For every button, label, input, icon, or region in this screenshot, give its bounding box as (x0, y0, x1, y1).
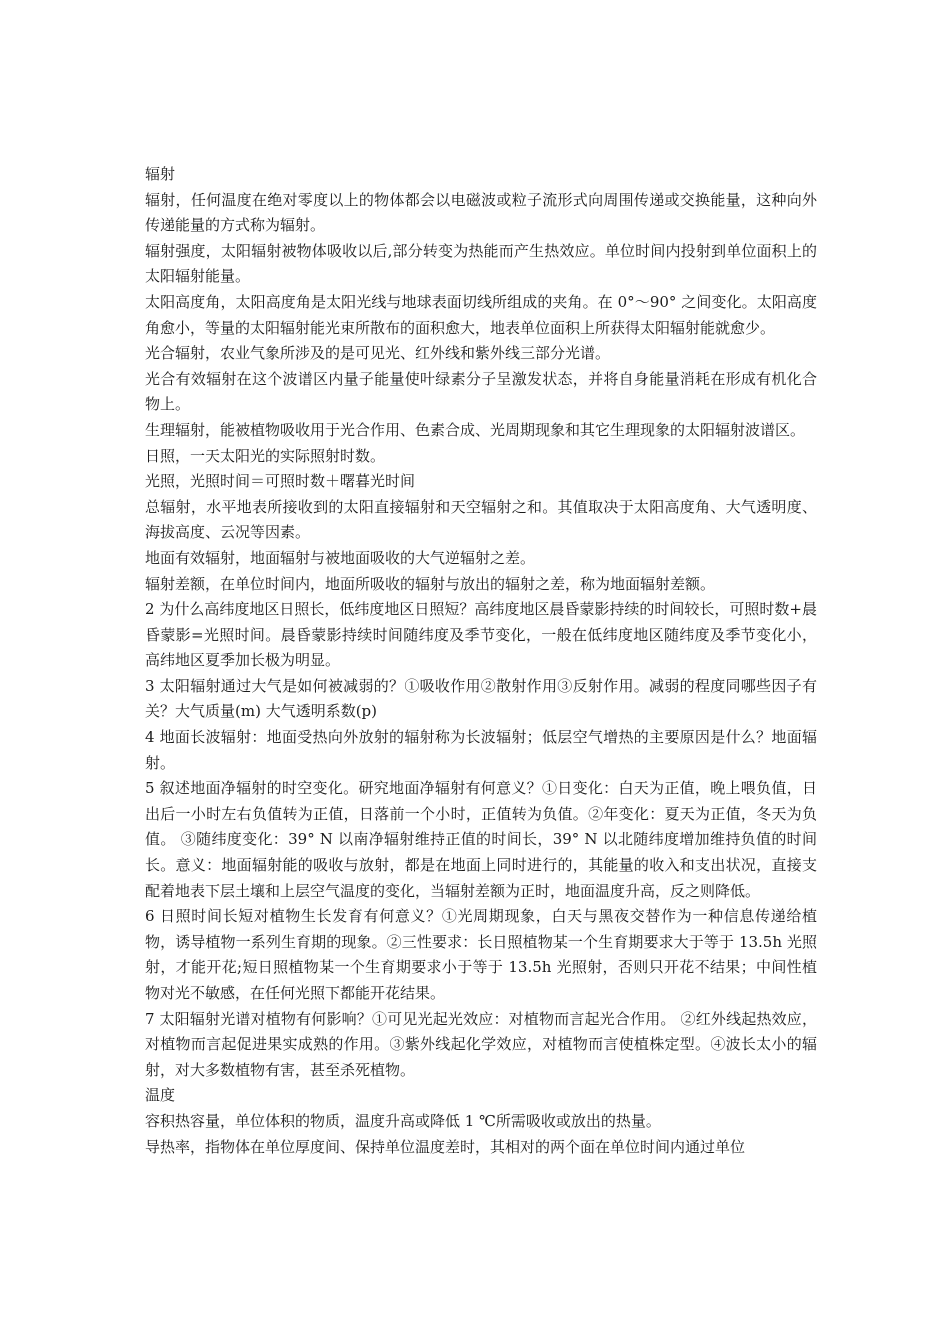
paragraph-par: 光合有效辐射在这个波谱区内量子能量使叶绿素分子呈激发状态，并将自身能量消耗在形成有机化合物上。 (145, 369, 817, 414)
document-page (145, 162, 817, 1160)
paragraph-radiation-intensity: 辐射强度，太阳辐射被物体吸收以后,部分转变为热能而产生热效应。单位时间内投射到单位面积上的太阳辐射能量。 (145, 241, 817, 286)
paragraph-thermal-conductivity: 导热率，指物体在单位厚度间、保持单位温度差时，其相对的两个面在单位时间内通过单位 (145, 1137, 746, 1156)
paragraph-photosynthetic-radiation: 光合辐射，农业气象所涉及的是可见光、红外线和紫外线三部分光谱。 (145, 344, 611, 363)
paragraph-solar-altitude: 太阳高度角，太阳高度角是太阳光线与地球表面切线所组成的夹角。在 0°～90° 之间变化。太阳高度角愈小，等量的太阳辐射能光束所散布的面积愈大，地表单位面积上所获得太阳辐射能就愈少。 (145, 292, 817, 337)
paragraph-physiological-radiation: 生理辐射，能被植物吸收用于光合作用、色素合成、光周期现象和其它生理现象的太阳辐射波谱区。 (145, 420, 806, 439)
paragraph-sunshine: 日照，一天太阳光的实际照射时数。 (145, 446, 386, 465)
section-heading-radiation: 辐射 (145, 165, 176, 183)
paragraph-illumination: 光照，光照时间＝可照时数＋曙暮光时间 (145, 472, 416, 491)
paragraph-volumetric-heat-capacity: 容积热容量，单位体积的物质，温度升高或降低 1 ℃所需吸收或放出的热量。 (145, 1111, 661, 1130)
paragraph-effective-radiation: 地面有效辐射，地面辐射与被地面吸收的大气逆辐射之差。 (145, 548, 536, 567)
question-4: 4 地面长波辐射：地面受热向外放射的辐射称为长波辐射；低层空气增热的主要原因是什么？地面辐射。 (145, 728, 817, 772)
question-7: 7 太阳辐射光谱对植物有何影响？①可见光起光效应：对植物而言起光合作用。 ②红外线起热效应，对植物而言起促进果实成熟的作用。③紫外线起化学效应，对植物而言使植株定型。④波长太小的辐射，对大多数植物有害，甚至杀死植物。 (145, 1009, 817, 1079)
question-2: 2 为什么高纬度地区日照长，低纬度地区日照短？高纬度地区晨昏蒙影持续的时间较长，可照时数+晨昏蒙影=光照时间。晨昏蒙影持续时间随纬度及季节变化，一般在低纬度地区随纬度及季节变化小，高纬地区夏季加长极为明显。 (145, 600, 817, 670)
paragraph-radiation-balance: 辐射差额，在单位时间内，地面所吸收的辐射与放出的辐射之差，称为地面辐射差额。 (145, 574, 716, 593)
section-heading-temperature: 温度 (145, 1086, 176, 1105)
question-3: 3 太阳辐射通过大气是如何被减弱的？①吸收作用②散射作用③反射作用。减弱的程度同哪些因子有关？大气质量(m) 大气透明系数(p) (145, 676, 817, 721)
paragraph-radiation-definition: 辐射，任何温度在绝对零度以上的物体都会以电磁波或粒子流形式向周围传递或交换能量，这种向外传递能量的方式称为辐射。 (145, 190, 817, 235)
question-5: 5 叙述地面净辐射的时空变化。研究地面净辐射有何意义？①日变化：白天为正值，晚上喂负值，日出后一小时左右负值转为正值，日落前一个小时，正值转为负值。②年变化：夏天为正值，冬天为负值。 ③随纬度变化：39° N 以南净辐射维持正值的时间长，39° N 以北随纬度增加维持负值的时间长。意义：地面辐射能的吸收与放射，都是在地面上同时进行的，其能量的收入和支出状况，直接支配着地表下层土壤和上层空气温度的变化，当辐射差额为正时，地面温度升高，反之则降低。 (145, 779, 817, 900)
paragraph-total-radiation: 总辐射，水平地表所接收到的太阳直接辐射和天空辐射之和。其值取决于太阳高度角、大气透明度、海拔高度、云况等因素。 (145, 497, 817, 542)
question-6: 6 日照时间长短对植物生长发育有何意义？①光周期现象，白天与黑夜交替作为一种信息传递给植物，诱导植物一系列生育期的现象。②三性要求：长日照植物某一个生育期要求大于等于 13.5h 光照射，才能开花;短日照植物某一个生育期要求小于等于 13.5h 光照射，否则只开花不结果；中间性植物对光不敏感，在任何光照下都能开花结果。 (145, 907, 817, 1002)
